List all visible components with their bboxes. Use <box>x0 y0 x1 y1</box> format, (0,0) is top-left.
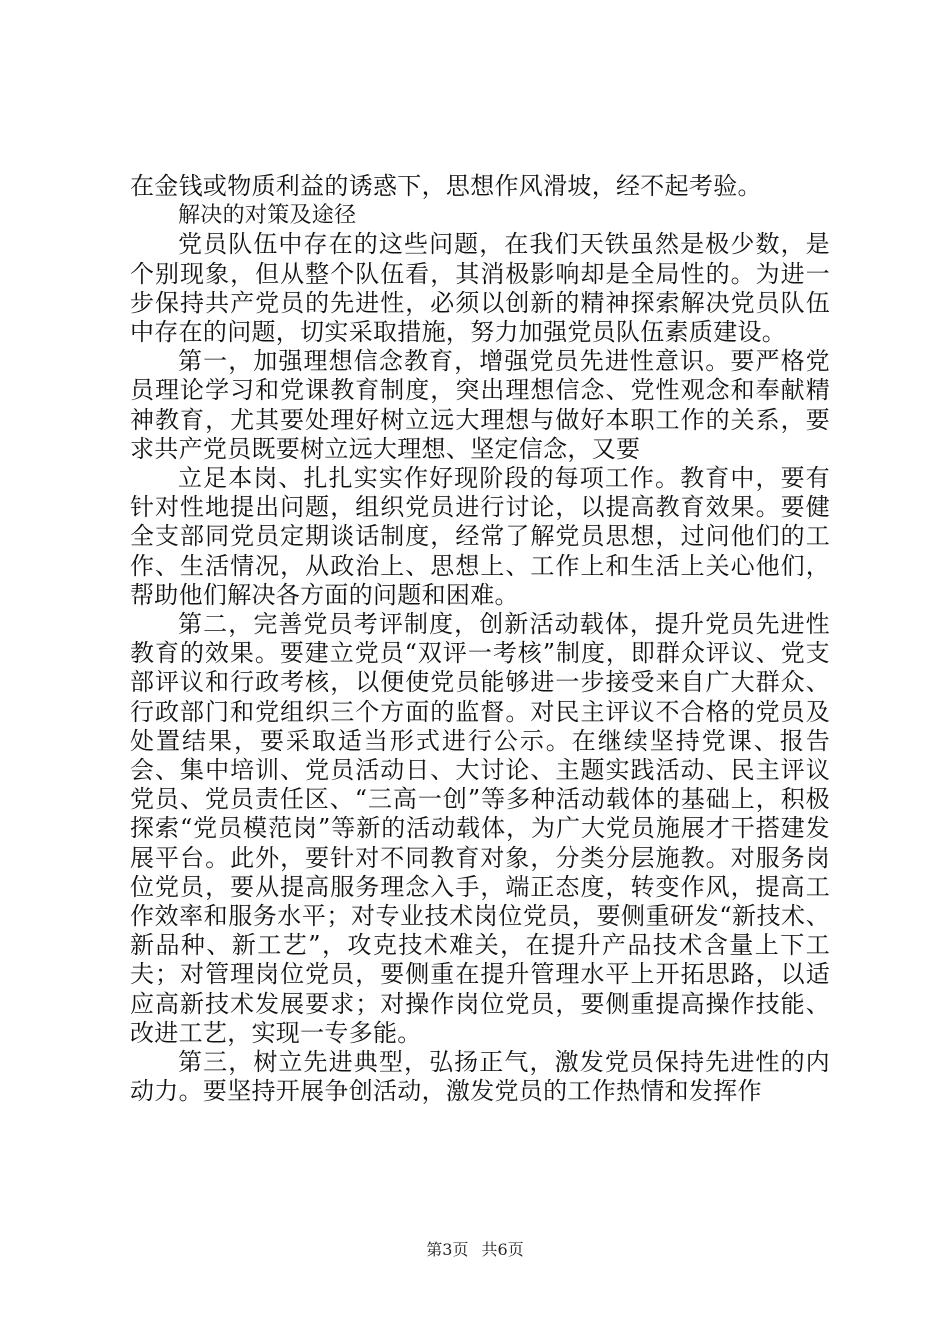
paragraph-5: 立足本岗、扎扎实实作好现阶段的每项工作。教育中，要有针对性地提出问题，组织党员进行讨论，以提高教育效果。要健全支部同党员定期谈话制度，经常了解党员思想，过问他们的工作、生活情况，从政治上、思想上、工作上和生活上关心他们，帮助他们解决各方面的问题和困难。 <box>130 464 830 609</box>
section-heading: 解决的对策及途径 <box>178 203 357 229</box>
document-body <box>130 172 830 1107</box>
paragraph-6: 第二，完善党员考评制度，创新活动载体，提升党员先进性教育的效果。要建立党员“双评一考核”制度，即群众评议、党支部评议和行政考核，以便使党员能够进一步接受来自广大群众、行政部门和党组织三个方面的监督。对民主评议不合格的党员及处置结果，要采取适当形式进行公示。在继续坚持党课、报告会、集中培训、党员活动日、大讨论、主题实践活动、民主评议党员、党员责任区、“三高一创”等多种活动载体的基础上，积极探索“党员模范岗”等新的活动载体，为广大党员施展才干搭建发展平台。此外，要针对不同教育对象，分类分层施教。对服务岗位党员，要从提高服务理念入手，端正态度，转变作风，提高工作效率和服务水平；对专业技术岗位党员，要侧重研发“新技术、新品种、新工艺”，攻克技术难关，在提升产品技术含量上下工夫；对管理岗位党员，要侧重在提升管理水平上开拓思路，以适应高新技术发展要求；对操作岗位党员，要侧重提高操作技能、改进工艺，实现一专多能。 <box>130 610 830 1047</box>
page-total: 共6页 <box>481 1240 524 1259</box>
paragraph-1: 在金钱或物质利益的诱惑下，思想作风滑坡，经不起考验。 <box>130 172 762 200</box>
page-number: 第3页 <box>426 1240 469 1259</box>
paragraph-4: 第一，加强理想信念教育，增强党员先进性意识。要严格党员理论学习和党课教育制度，突出理想信念、党性观念和奉献精神教育，尤其要处理好树立远大理想与做好本职工作的关系，要求共产党员既要树立远大理想、坚定信念，又要 <box>130 347 830 463</box>
paragraph-3: 党员队伍中存在的这些问题，在我们天铁虽然是极少数，是个别现象，但从整个队伍看，其消极影响却是全局性的。为进一步保持共产党员的先进性，必须以创新的精神探索解决党员队伍中存在的问题，切实采取措施，努力加强党员队伍素质建设。 <box>130 230 830 347</box>
paragraph-7: 第三，树立先进典型，弘扬正气，激发党员保持先进性的内动力。要坚持开展争创活动，激发党员的工作热情和发挥作 <box>130 1048 830 1106</box>
page-footer <box>0 1238 950 1262</box>
